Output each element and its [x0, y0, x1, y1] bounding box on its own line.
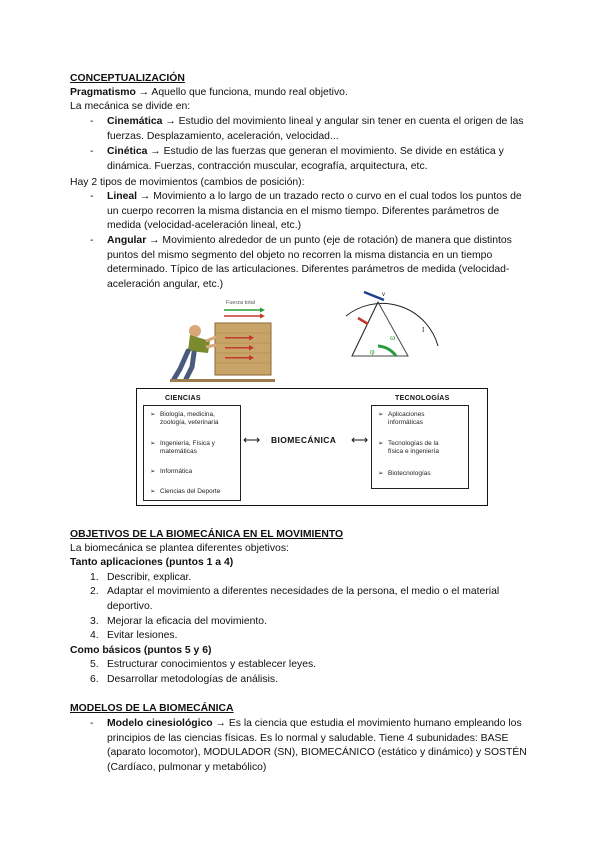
left-double-arrow: ⟷ — [243, 433, 261, 447]
angular-text: → Movimiento alrededor de un punto (eje de rotación) de manera que distintos puntos del mismo segmento del objeto no recorren la misma distancia en un tiempo determinado. Típico de las articulaciones. Diferentes parámetros de medida (velocidad-aceleración angular, etc.) — [107, 235, 512, 290]
cinematica-term: Cinemática — [107, 116, 163, 127]
ciencias-title: CIENCIAS — [165, 395, 201, 402]
ground — [170, 379, 275, 382]
cinetica-item — [107, 145, 527, 174]
objetivo-item: Desarrollar metodologías de análisis. — [107, 674, 278, 685]
list-number: 1. — [90, 572, 99, 583]
tipos-movimientos-line: Hay 2 tipos de movimientos (cambios de posición): — [70, 177, 305, 188]
angle-arc-green — [378, 346, 396, 356]
cinematica-item — [107, 115, 527, 144]
angular-term: Angular — [107, 235, 147, 246]
objetivo-item: Describir, explicar. — [107, 572, 192, 583]
lineal-item — [107, 190, 527, 234]
section-title-objetivos: OBJETIVOS DE LA BIOMECÁNICA EN EL MOVIMIENTO — [70, 529, 344, 540]
list-number: 6. — [90, 674, 99, 685]
lineal-text: → Movimiento a lo largo de un trazado recto o curvo en el cual todos los puntos de un cuerpo recorren la misma distancia en el mismo tiempo. Diferentes parámetros de medida (velocidad-aceleración lineal, etc.) — [107, 191, 522, 232]
section-title-conceptualizacion: CONCEPTUALIZACIÓN — [70, 73, 185, 84]
wooden-box — [215, 323, 271, 375]
bullet-marker: - — [90, 235, 94, 246]
angular-motion-illustration — [338, 288, 448, 360]
lineal-term: Lineal — [107, 191, 138, 202]
pragmatismo-text: → Aquello que funciona, mundo real objetivo. — [135, 87, 348, 98]
phi-label: φ — [370, 347, 375, 356]
pragmatismo-term: Pragmatismo — [70, 87, 136, 98]
modelo-text: → Es la ciencia que estudia el movimiento humano empleando los principios de las ciencias físicas. Es lo normal y saludable. Tiene 4 subunidades: BASE (aparato locomotor), MODULADOR (SN), BIOMECÁNICO (estático y dinámico) y SOSTÉN (Cardíaco, pulmonar y metabólico) — [107, 718, 527, 773]
rotation-segment — [352, 302, 408, 356]
list-number: 4. — [90, 630, 99, 641]
force-arrow-red-head — [260, 314, 265, 319]
tecnologias-box: ➢ Aplicaciones informáticas ➢ Tecnologías de la física e ingeniería ➢ Biotecnologías — [371, 405, 469, 489]
basicos-heading: Como básicos (puntos 5 y 6) — [70, 645, 212, 656]
acceleration-arrow — [358, 318, 368, 324]
modelo-cinesiologico-item — [107, 717, 527, 775]
mecanica-divide-line: La mecánica se divide en: — [70, 101, 191, 112]
omega-label: ω — [390, 333, 396, 342]
person-head — [189, 325, 201, 337]
linear-motion-illustration — [170, 295, 280, 385]
bullet-marker: - — [90, 116, 94, 127]
cinetica-text: → Estudio de las fuerzas que generan el movimiento. Se divide en estática y dinámica. Fuerzas, contracción muscular, ecografía, arquitectura, etc. — [107, 146, 504, 172]
modelo-term: Modelo cinesiológico — [107, 718, 213, 729]
objetivo-item: Estructurar conocimientos y establecer leyes. — [107, 659, 317, 670]
objetivo-item: Adaptar el movimiento a diferentes necesidades de la persona, el medio o el material deportivo. — [107, 586, 500, 612]
list-number: 3. — [90, 616, 99, 627]
person-torso — [188, 335, 210, 353]
list-number: 5. — [90, 659, 99, 670]
bullet-marker: - — [90, 191, 94, 202]
ciencias-box: ➢ Biología, medicina, zoología, veterinaria ➢ Ingeniería, Física y matemáticas ➢ Informática ➢ Ciencias del Deporte — [143, 405, 241, 501]
list-number: 2. — [90, 586, 99, 597]
section-title-modelos: MODELOS DE LA BIOMECÁNICA — [70, 703, 234, 714]
bullet-marker: - — [90, 146, 94, 157]
velocity-label: v — [382, 292, 385, 298]
objetivos-intro: La biomecánica se plantea diferentes objetivos: — [70, 543, 289, 554]
objetivo-item: Mejorar la eficacia del movimiento. — [107, 616, 267, 627]
force-arrow-green-head — [260, 308, 265, 313]
force-label: Fuerza total — [226, 300, 256, 306]
cinetica-term: Cinética — [107, 146, 148, 157]
pragmatismo-line — [70, 86, 348, 100]
person-legs — [174, 351, 194, 379]
right-double-arrow: ⟷ — [351, 433, 369, 447]
radius-label: I — [422, 326, 425, 334]
biomecanica-diagram — [136, 388, 488, 506]
bullet-marker: - — [90, 718, 94, 729]
tecnologias-title: TECNOLOGÍAS — [395, 395, 450, 402]
biomecanica-center-label: BIOMECÁNICA — [271, 435, 337, 445]
angular-item — [107, 234, 527, 292]
velocity-arrow — [364, 292, 384, 300]
objetivo-item: Evitar lesiones. — [107, 630, 178, 641]
cinematica-text: → Estudio del movimiento lineal y angular sin tener en cuenta el origen de las fuerzas. Desplazamiento, aceleración, velocidad... — [107, 116, 524, 142]
aplicaciones-heading: Tanto aplicaciones (puntos 1 a 4) — [70, 557, 234, 568]
